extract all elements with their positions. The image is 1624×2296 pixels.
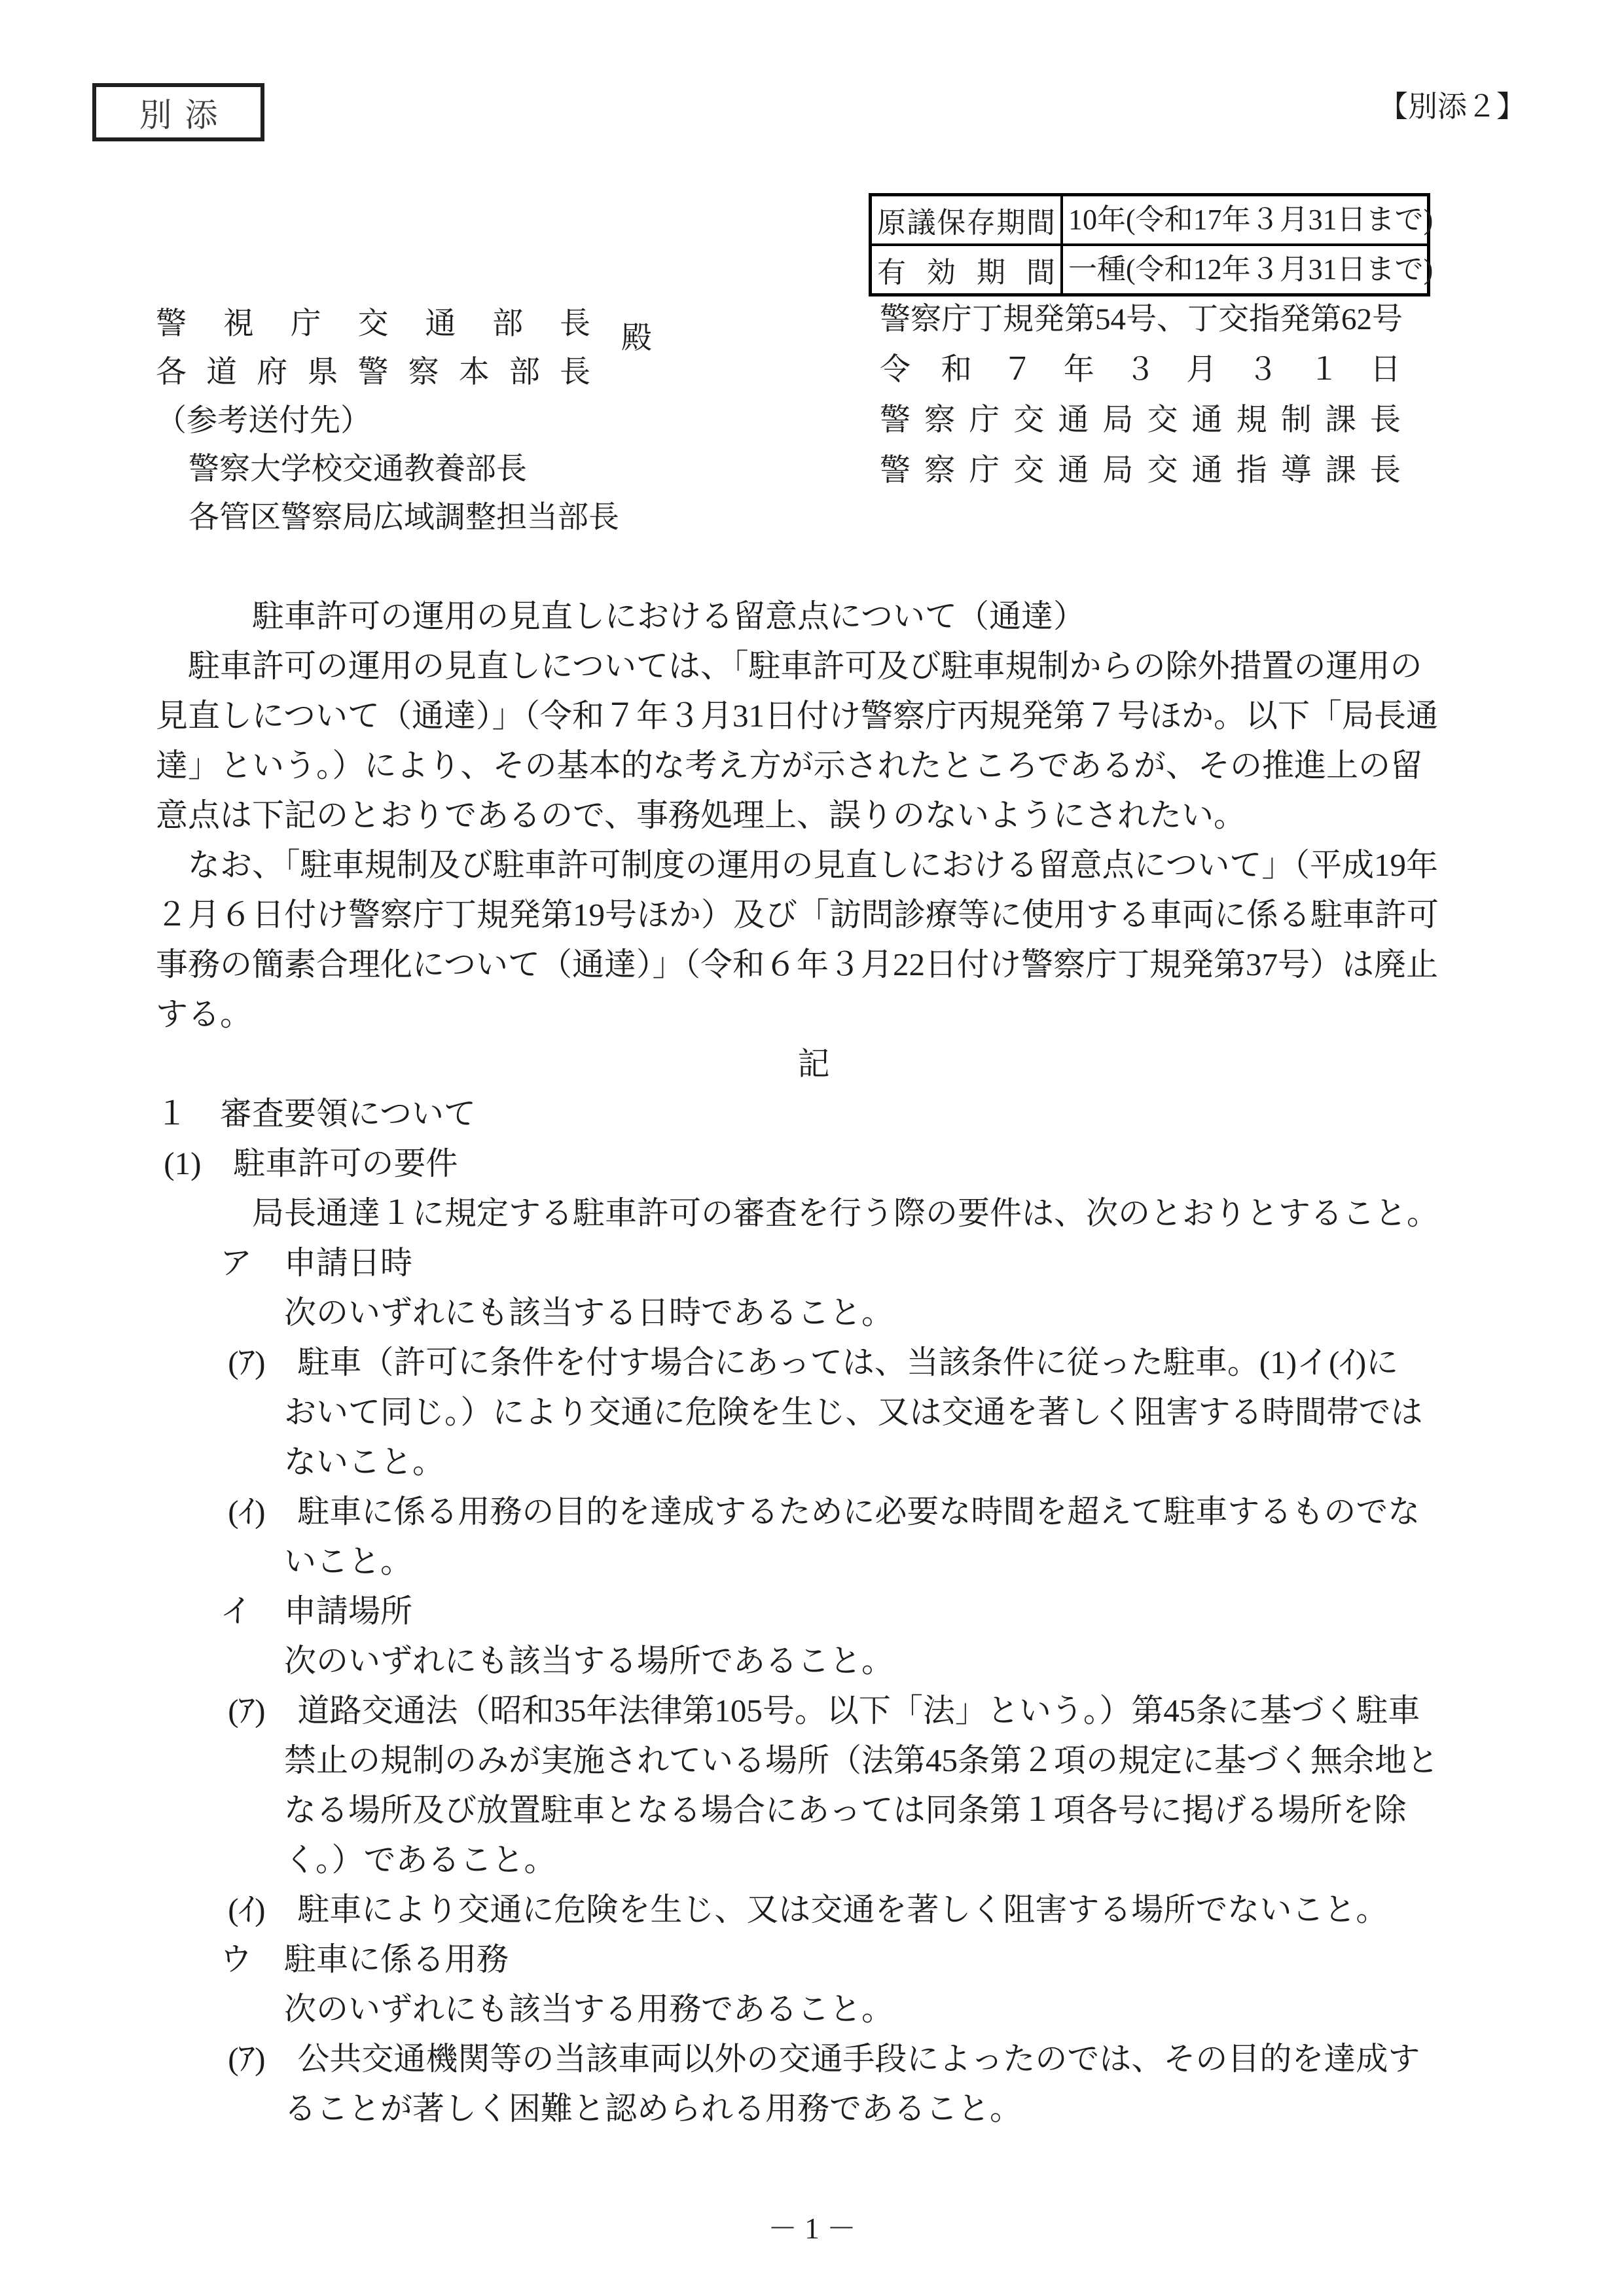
body-line: く。）であること。 bbox=[156, 1842, 556, 1878]
retention-period-table bbox=[869, 193, 1434, 296]
honorific-dono: 殿 bbox=[621, 321, 652, 355]
body-line: (ｱ) 道路交通法（昭和35年法律第105号。以下「法」という。）第45条に基づく駐車 bbox=[156, 1693, 1420, 1729]
body-line: (ｲ) 駐車により交通に危険を生じ、又は交通を著しく阻害する場所でないこと。 bbox=[156, 1892, 1388, 1928]
body-line: 次のいずれにも該当する用務であること。 bbox=[156, 1991, 894, 2027]
ki-marker: 記 bbox=[797, 1046, 830, 1082]
body-line: 次のいずれにも該当する場所であること。 bbox=[156, 1643, 894, 1679]
reference-note: （参考送付先） bbox=[156, 404, 371, 438]
body-line: (ｱ) 公共交通機関等の当該車両以外の交通手段によったのでは、その目的を達成す bbox=[156, 2041, 1420, 2077]
body-line: ２月６日付け警察庁丁規発第19号ほか）及び「訪問診療等に使用する車両に係る駐車許可 bbox=[156, 897, 1439, 933]
recipient-line-1: 警 視 庁 交 通 部 長 bbox=[156, 307, 590, 341]
table-row bbox=[872, 243, 1434, 293]
document-title: 駐車許可の運用の見直しにおける留意点について（通達） bbox=[156, 598, 1086, 634]
attachment-label: 別添 bbox=[139, 96, 231, 134]
cc-recipient-1: 警察大学校交通教養部長 bbox=[189, 452, 527, 486]
sender-title-2: 警 察 庁 交 通 局 交 通 指 導 課 長 bbox=[880, 454, 1401, 488]
body-line: 禁止の規制のみが実施されている場所（法第45条第２項の規定に基づく無余地と bbox=[156, 1742, 1439, 1778]
body-line: (ｲ) 駐車に係る用務の目的を達成するために必要な時間を超えて駐車するものでな bbox=[156, 1494, 1420, 1530]
body-line: 駐車許可の運用の見直しについては、「駐車許可及び駐車規制からの除外措置の運用の bbox=[156, 648, 1422, 684]
table-row bbox=[872, 196, 1434, 243]
subsection-1-heading: (1) 駐車許可の要件 bbox=[156, 1145, 458, 1181]
item-i-heading: イ 申請場所 bbox=[156, 1593, 413, 1629]
body-line: 局長通達１に規定する駐車許可の審査を行う際の要件は、次のとおりとすること。 bbox=[156, 1195, 1439, 1231]
body-line: ることが著しく困難と認められる用務であること。 bbox=[156, 2090, 1022, 2126]
page-number: － 1 － bbox=[767, 2212, 856, 2245]
document-date: 令 和 ７ 年 ３ 月 ３ １ 日 bbox=[880, 353, 1401, 387]
validity-period-value: 一種(令和12年３月31日まで) bbox=[1068, 253, 1434, 285]
body-line: する。 bbox=[156, 996, 253, 1032]
retention-period-value: 10年(令和17年３月31日まで) bbox=[1068, 204, 1434, 236]
section-1-heading: １ 審査要領について bbox=[156, 1096, 477, 1132]
body-line: (ｱ) 駐車（許可に条件を付す場合にあっては、当該条件に従った駐車。(1)イ(ｲ)に bbox=[156, 1344, 1399, 1380]
attachment-label-box bbox=[92, 83, 264, 141]
body-line: なる場所及び放置駐車となる場合にあっては同条第１項各号に掲げる場所を除 bbox=[156, 1792, 1407, 1828]
recipients-block bbox=[156, 300, 652, 542]
body-line: 事務の簡素合理化について（通達）」（令和６年３月22日付け警察庁丁規発第37号）は廃止 bbox=[156, 946, 1439, 982]
document-number: 警察庁丁規発第54号、丁交指発第62号 bbox=[880, 302, 1403, 336]
retention-period-label: 原 議 保 存 期 間 bbox=[872, 196, 1063, 243]
cc-recipient-2: 各管区警察局広域調整担当部長 bbox=[189, 501, 619, 535]
document-body bbox=[156, 592, 1471, 2134]
validity-period-label: 有 効 期 間 bbox=[872, 246, 1063, 293]
body-line: 見直しについて（通達）」（令和７年３月31日付け警察庁丙規発第７号ほか。以下「局長通 bbox=[156, 698, 1439, 734]
item-u-heading: ウ 駐車に係る用務 bbox=[156, 1941, 509, 1977]
sender-block bbox=[880, 295, 1401, 496]
body-line: 達」という。）により、その基本的な考え方が示されたところであるが、その推進上の留 bbox=[156, 747, 1423, 783]
body-line: なお、「駐車規制及び駐車許可制度の運用の見直しにおける留意点について」（平成19年 bbox=[156, 847, 1439, 883]
recipient-line-2: 各 道 府 県 警 察 本 部 長 bbox=[156, 355, 590, 389]
sender-title-1: 警 察 庁 交 通 局 交 通 規 制 課 長 bbox=[880, 403, 1401, 437]
body-line: いこと。 bbox=[156, 1543, 413, 1579]
body-line: ないこと。 bbox=[156, 1444, 445, 1480]
item-a-heading: ア 申請日時 bbox=[156, 1245, 413, 1281]
corner-attachment-number: 【別添２】 bbox=[1378, 90, 1526, 123]
body-line: 意点は下記のとおりであるので、事務処理上、誤りのないようにされたい。 bbox=[156, 797, 1246, 833]
body-line: 次のいずれにも該当する日時であること。 bbox=[156, 1295, 894, 1331]
body-line: おいて同じ。）により交通に危険を生じ、又は交通を著しく阻害する時間帯では bbox=[156, 1394, 1423, 1430]
